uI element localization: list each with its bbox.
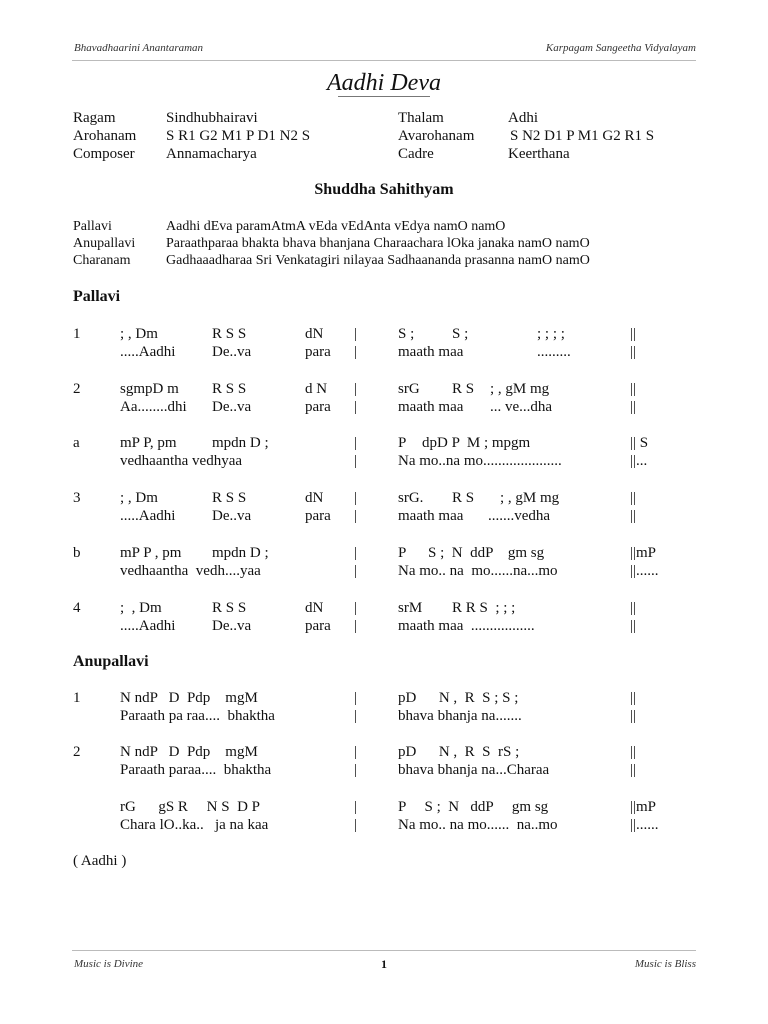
avarohanam-label: Avarohanam xyxy=(398,128,475,144)
anupallavi-notes: rG gS R N S D P xyxy=(120,799,261,815)
double-bar: || xyxy=(630,490,637,506)
cadre-value: Keerthana xyxy=(508,146,570,162)
page-number: 1 xyxy=(381,957,387,971)
double-bar: ||...... xyxy=(630,563,659,579)
thalam-value: Adhi xyxy=(508,110,538,126)
arohanam-label: Arohanam xyxy=(73,128,137,144)
bar-line: | xyxy=(354,326,358,342)
pallavi-lyrics: para xyxy=(305,344,331,360)
pallavi-notes: R S S xyxy=(212,381,247,397)
pallavi-lyrics: vedhaantha vedhyaa xyxy=(120,453,243,469)
bar-line: | xyxy=(354,399,358,415)
pallavi-notes: S ; xyxy=(398,326,415,342)
anupallavi-row-number: 2 xyxy=(73,744,81,760)
bar-line: | xyxy=(354,708,358,724)
sahithyam-text-pallavi: Aadhi dEva paramAtmA vEda vEdAnta vEdya namO namO xyxy=(166,219,506,234)
pallavi-lyrics: De..va xyxy=(212,508,252,524)
double-bar: || xyxy=(630,326,637,342)
sahithyam-text-anupallavi: Paraathparaa bhakta bhava bhanjana Charaachara lOka janaka namO namO xyxy=(166,236,590,251)
ragam-label: Ragam xyxy=(73,110,116,126)
anupallavi-lyrics: Chara lO..ka.. ja na kaa xyxy=(120,817,269,833)
pallavi-lyrics: vedhaantha vedh....yaa xyxy=(120,563,261,579)
footer-right-text: Music is Bliss xyxy=(634,958,696,970)
bar-line: | xyxy=(354,762,358,778)
sahithyam-label-anupallavi: Anupallavi xyxy=(73,236,136,251)
pallavi-notes: mpdn D ; xyxy=(212,545,269,561)
pallavi-lyrics: Na mo..na mo..................... xyxy=(398,453,562,469)
pallavi-heading: Pallavi xyxy=(73,288,121,305)
pallavi-lyrics: Na mo.. na mo......na...mo xyxy=(398,563,558,579)
anupallavi-row-number: 1 xyxy=(73,690,81,706)
footer-left-text: Music is Divine xyxy=(74,958,144,970)
pallavi-row-number: a xyxy=(73,435,80,451)
pallavi-notes: R S xyxy=(452,381,475,397)
pallavi-row-number: 1 xyxy=(73,326,81,342)
pallavi-row-number: 4 xyxy=(73,600,81,616)
double-bar: || xyxy=(630,508,637,524)
bar-line: | xyxy=(354,744,358,760)
composer-label: Composer xyxy=(73,146,135,162)
bar-line: | xyxy=(354,490,358,506)
pallavi-lyrics: .....Aadhi xyxy=(120,618,176,634)
double-bar: || xyxy=(630,744,637,760)
bar-line: | xyxy=(354,799,358,815)
pallavi-lyrics: maath maa xyxy=(398,399,464,415)
double-bar: || xyxy=(630,690,637,706)
double-bar: || xyxy=(630,762,637,778)
pallavi-notes: R S S xyxy=(212,490,247,506)
pallavi-row-number: 2 xyxy=(73,381,81,397)
anupallavi-lyrics: Paraath paraa.... bhaktha xyxy=(120,762,272,778)
pallavi-row-number: 3 xyxy=(73,490,81,506)
pallavi-notes: sgmpD m xyxy=(120,381,179,397)
pallavi-lyrics: para xyxy=(305,508,331,524)
sahithyam-text-charanam: Gadhaaadharaa Sri Venkatagiri nilayaa Sadhaananda prasanna namO namO xyxy=(166,253,590,268)
bar-line: | xyxy=(354,690,358,706)
sahithyam-label-charanam: Charanam xyxy=(73,253,131,268)
pallavi-notes: S ; N ddP gm sg xyxy=(428,545,545,561)
composer-value: Annamacharya xyxy=(166,146,257,162)
header-divider xyxy=(72,60,696,61)
pallavi-lyrics: .....Aadhi xyxy=(120,508,176,524)
pallavi-notes: ; , Dm xyxy=(120,326,158,342)
pallavi-notes: ; , gM mg xyxy=(500,490,560,506)
pallavi-notes: ; , Dm xyxy=(120,490,158,506)
pallavi-lyrics: .......vedha xyxy=(488,508,551,524)
double-bar: || xyxy=(630,344,637,360)
pallavi-lyrics: para xyxy=(305,618,331,634)
bar-line: | xyxy=(354,508,358,524)
pallavi-lyrics: De..va xyxy=(212,344,252,360)
double-bar: || xyxy=(630,381,637,397)
pallavi-notes: R S S xyxy=(212,600,247,616)
pallavi-lyrics: De..va xyxy=(212,399,252,415)
bar-line: | xyxy=(354,618,358,634)
pallavi-lyrics: De..va xyxy=(212,618,252,634)
pallavi-lyrics: maath maa xyxy=(398,344,464,360)
anupallavi-notes: P S ; N ddP gm sg xyxy=(398,799,549,815)
anupallavi-lyrics: Paraath pa raa.... bhaktha xyxy=(120,708,275,724)
double-bar: || xyxy=(630,618,637,634)
pallavi-notes: P xyxy=(398,545,407,561)
bar-line: | xyxy=(354,563,358,579)
footer-divider xyxy=(72,950,696,951)
pallavi-notes: srM xyxy=(398,600,423,616)
cadre-label: Cadre xyxy=(398,146,434,162)
bar-line: | xyxy=(354,600,358,616)
pallavi-notes: P xyxy=(398,435,407,451)
pallavi-notes: ; ; ; ; xyxy=(537,326,565,342)
anupallavi-notes: N ndP D Pdp mgM xyxy=(120,690,258,706)
double-bar: ||mP xyxy=(630,545,657,561)
pallavi-lyrics: Aa........dhi xyxy=(120,399,187,415)
song-title: Aadhi Deva xyxy=(327,70,441,96)
pallavi-notes: mP P, pm xyxy=(120,435,177,451)
sahithyam-label-pallavi: Pallavi xyxy=(73,219,112,234)
pallavi-notes: dN xyxy=(305,490,324,506)
double-bar: ||...... xyxy=(630,817,659,833)
bar-line: | xyxy=(354,453,358,469)
pallavi-notes: S ; xyxy=(452,326,469,342)
pallavi-notes: R S S xyxy=(212,326,247,342)
bar-line: | xyxy=(354,435,358,451)
pallavi-lyrics: ... ve...dha xyxy=(490,399,553,415)
pallavi-notes: R R S ; ; ; xyxy=(452,600,516,616)
sahithyam-title: Shuddha Sahithyam xyxy=(314,181,454,198)
pallavi-notes: d N xyxy=(305,381,328,397)
bar-line: | xyxy=(354,817,358,833)
pallavi-notes: dN xyxy=(305,326,324,342)
anupallavi-notes: N ndP D Pdp mgM xyxy=(120,744,258,760)
pallavi-lyrics: maath maa ................. xyxy=(398,618,535,634)
bar-line: | xyxy=(354,344,358,360)
anupallavi-notes: pD N , R S rS ; xyxy=(398,744,520,760)
pallavi-notes: mP P , pm xyxy=(120,545,182,561)
ragam-value: Sindhubhairavi xyxy=(166,110,258,126)
pallavi-notes: ; , Dm xyxy=(120,600,162,616)
pallavi-notes: srG. xyxy=(398,490,424,506)
pallavi-lyrics: ......... xyxy=(537,344,571,360)
pallavi-notes: dN xyxy=(305,600,324,616)
pallavi-notes: ; , gM mg xyxy=(490,381,550,397)
pallavi-lyrics: para xyxy=(305,399,331,415)
double-bar: || S xyxy=(630,435,649,451)
anupallavi-lyrics: bhava bhanja na...Charaa xyxy=(398,762,550,778)
header-right-text: Karpagam Sangeetha Vidyalayam xyxy=(545,42,696,54)
pallavi-notes: R S xyxy=(452,490,475,506)
bar-line: | xyxy=(354,381,358,397)
double-bar: || xyxy=(630,708,637,724)
double-bar: || xyxy=(630,600,637,616)
header-left-text: Bhavadhaarini Anantaraman xyxy=(74,42,204,54)
arohanam-value: S R1 G2 M1 P D1 N2 S xyxy=(166,128,311,144)
double-bar: || xyxy=(630,399,637,415)
double-bar: ||... xyxy=(630,453,648,469)
thalam-label: Thalam xyxy=(398,110,444,126)
double-bar: ||mP xyxy=(630,799,657,815)
anupallavi-heading: Anupallavi xyxy=(73,653,149,670)
anupallavi-lyrics: bhava bhanja na....... xyxy=(398,708,522,724)
closing-note: ( Aadhi ) xyxy=(73,853,127,869)
pallavi-notes: dpD P M ; mpgm xyxy=(422,435,531,451)
pallavi-notes: srG xyxy=(398,381,420,397)
pallavi-lyrics: maath maa xyxy=(398,508,464,524)
pallavi-lyrics: .....Aadhi xyxy=(120,344,176,360)
anupallavi-lyrics: Na mo.. na mo...... na..mo xyxy=(398,817,558,833)
anupallavi-notes: pD N , R S ; S ; xyxy=(398,690,519,706)
pallavi-notes: mpdn D ; xyxy=(212,435,269,451)
title-underline xyxy=(338,96,430,97)
avarohanam-value: S N2 D1 P M1 G2 R1 S xyxy=(510,128,655,144)
bar-line: | xyxy=(354,545,358,561)
pallavi-row-number: b xyxy=(73,545,81,561)
